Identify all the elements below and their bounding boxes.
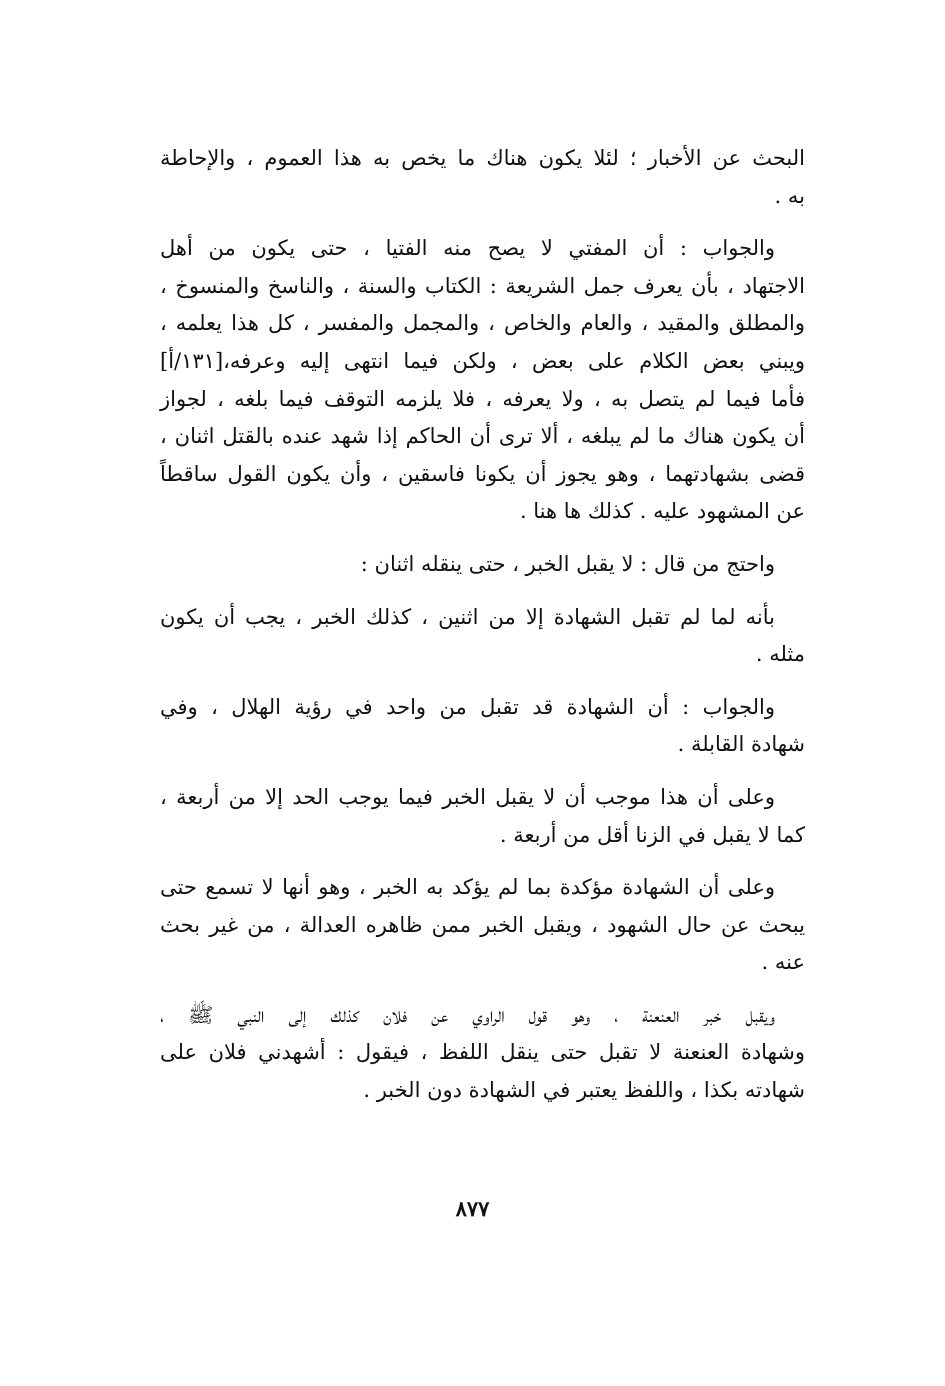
text-line: به . (774, 183, 805, 208)
text-line: شهادته بكذا ، واللفظ يعتبر في الشهادة دون الخبر . (363, 1078, 805, 1103)
text-line: والجواب : أن الشهادة قد تقبل من واحد في رؤية الهلال ، وفي (160, 694, 775, 719)
text-line: بأنه لما لم تقبل الشهادة إلا من اثنين ، كذلك الخبر ، يجب أن يكون (160, 604, 775, 629)
paragraph-objection-reason (160, 599, 805, 674)
paragraph-answer-mufti (160, 230, 805, 531)
text-line: شهادة القابلة . (677, 732, 805, 757)
text-line: عن المشهود عليه . كذلك ها هنا . (519, 499, 805, 524)
text-line: البحث عن الأخبار ؛ لئلا يكون هناك ما يخص به هذا العموم ، والإحاطة (160, 146, 805, 170)
text-line: وعلى أن هذا موجب أن لا يقبل الخبر فيما يوجب الحد إلا من أربعة ، (160, 784, 775, 809)
paragraph-four-witnesses (160, 779, 805, 854)
page-body (160, 140, 805, 1125)
text-line: يبحث عن حال الشهود ، ويقبل الخبر ممن ظاهره العدالة ، من غير بحث (160, 912, 805, 937)
text-line: ويبني بعض الكلام على بعض ، ولكن فيما انتهى إليه وعرفه،[١٣١/أ] (160, 348, 805, 373)
text-line: والمطلق والمقيد ، والعام والخاص ، والمجمل والمفسر ، كل هذا يعلمه ، (160, 311, 805, 336)
text-line: ويقبل خبر العنعنة ، وهو قول الراوي عن فلان كذلك إلى النبي ﷺ ، (160, 1002, 775, 1027)
text-line: وشهادة العنعنة لا تقبل حتى ينقل اللفظ ، فيقول : أشهدني فلان على (160, 1040, 805, 1065)
page-number: ٨٧٧ (455, 1196, 490, 1221)
text-line: كما لا يقبل في الزنا أقل من أربعة . (499, 822, 805, 847)
paragraph-anana (160, 997, 805, 1110)
paragraph-testimony-confirmed (160, 869, 805, 982)
paragraph-objection (160, 546, 805, 584)
text-line: قضى بشهادتهما ، وهو يجوز أن يكونا فاسقين ، وأن يكون القول ساقطاً (160, 461, 805, 486)
text-line: عنه . (761, 950, 805, 975)
paragraph-intro-continuation (160, 140, 805, 215)
paragraph-answer-witness (160, 689, 805, 764)
text-line: الاجتهاد ، بأن يعرف جمل الشريعة : الكتاب والسنة ، والناسخ والمنسوخ ، (160, 273, 805, 298)
text-line: فأما فيما لم يتصل به ، ولا يعرفه ، فلا يلزمه التوقف فيما بلغه ، لجواز (160, 386, 805, 411)
text-line: مثله . (755, 642, 805, 667)
text-line: وعلى أن الشهادة مؤكدة بما لم يؤكد به الخبر ، وهو أنها لا تسمع حتى (160, 875, 775, 900)
text-line: والجواب : أن المفتي لا يصح منه الفتيا ، حتى يكون من أهل (160, 236, 775, 261)
text-line: واحتج من قال : لا يقبل الخبر ، حتى ينقله اثنان : (360, 551, 775, 576)
text-line: أن يكون هناك ما لم يبلغه ، ألا ترى أن الحاكم إذا شهد عنده بالقتل اثنان ، (160, 424, 805, 449)
